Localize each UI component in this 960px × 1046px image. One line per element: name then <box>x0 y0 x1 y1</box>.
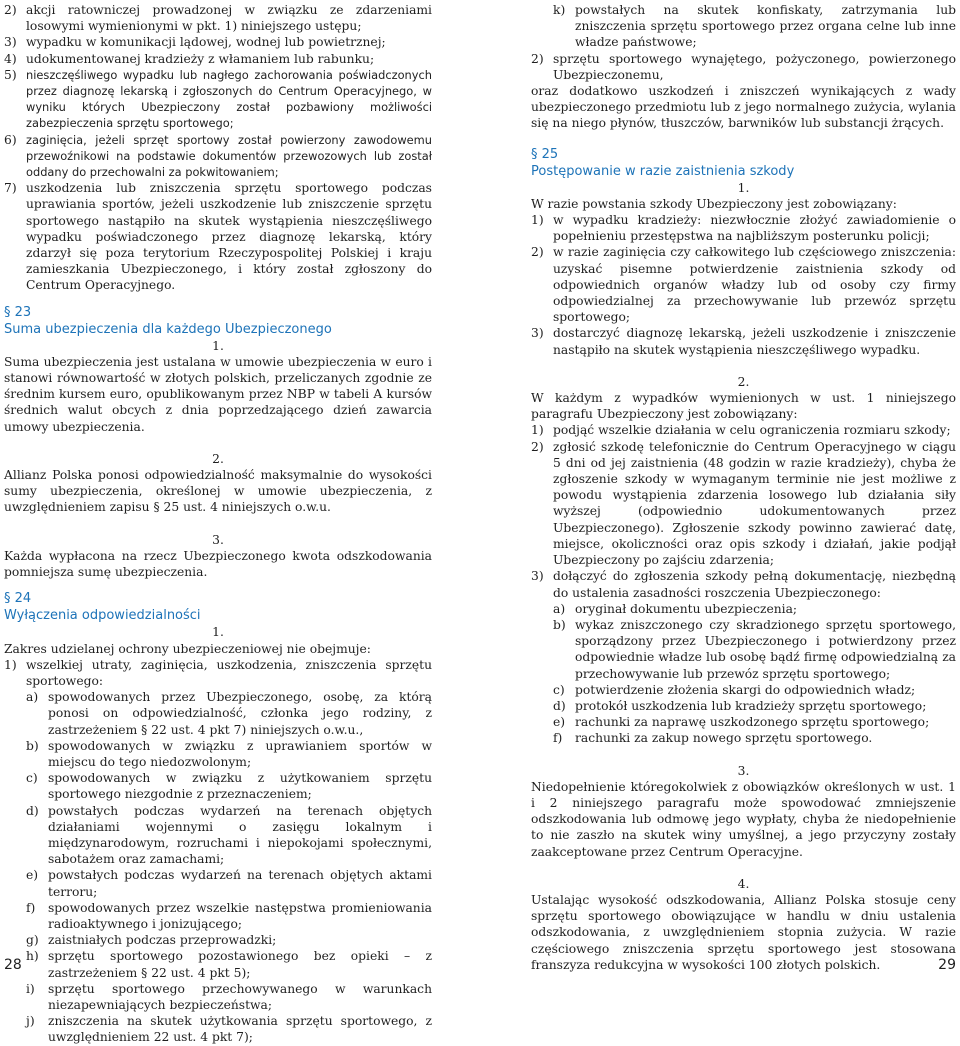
paragraph-number: 3. <box>737 763 750 778</box>
section-title: Suma ubezpieczenia dla każdego Ubezpieczonego <box>4 321 332 337</box>
paragraph: Zakres udzielanej ochrony ubezpieczeniowej nie obejmuje: <box>4 641 371 656</box>
sub-item: a) oryginał dokumentu ubezpieczenia; <box>553 601 798 616</box>
list-item: 1) podjąć wszelkie działania w celu ograniczenia rozmiaru szkody; <box>531 423 951 438</box>
list-item: 1) wszelkiej utraty, zaginięcia, uszkodzenia, zniszczenia sprzętu sportowego: <box>4 657 432 688</box>
right-page <box>531 2 956 973</box>
spacer <box>4 435 432 451</box>
spacer <box>4 580 432 590</box>
sub-item: e) powstałych podczas wydarzeń na terenach objętych aktami terroru; <box>26 868 432 899</box>
sub-item: b) spowodowanych w związku z uprawianiem sportów w miejscu do tego niedozwolonym; <box>26 738 432 769</box>
sub-item: b) wykaz zniszczonego czy skradzionego sprzętu sportowego, sporządzony przez Ubezpieczonego i potwierdzony przez odpowiednie władze lub osobę bądź firmę odpowiedzialną za przechowywanie lub przewóz sprzętu sportowego; <box>553 617 956 681</box>
paragraph: Niedopełnienie któregokolwiek z obowiązków określonych w ust. 1 i 2 niniejszego paragrafu może spowodować zmniejszenie odszkodowania lub odmowę jego wypłaty, chyba że niedopełnienie to nie zaszło na skutek winy umyślnej, a jego przyczyny zostały zaakceptowane przez Centrum Operacyjne. <box>531 779 956 859</box>
paragraph: W każdym z wypadków wymienionych w ust. 1 niniejszego paragrafu Ubezpieczony jest zobowiązany: <box>531 391 956 422</box>
sub-item: h) sprzętu sportowego pozostawionego bez opieki – z zastrzeżeniem § 22 ust. 4 pkt 5); <box>26 949 432 980</box>
sub-item: i) sprzętu sportowego przechowywanego w warunkach niezapewniających bezpieczeństwa; <box>26 981 432 1012</box>
paragraph: Każda wypłacona na rzecz Ubezpieczonego kwota odszkodowania pomniejsza sumę ubezpieczenia. <box>4 548 432 580</box>
sub-item: d) powstałych podczas wydarzeń na terenach objętych działaniami wojennymi o zasięgu lokalnym i międzynarodowym, rozruchami i niepokojami społecznymi, sabotażem oraz zamachami; <box>26 803 432 867</box>
spacer <box>531 747 956 763</box>
sub-item: k) powstałych na skutek konfiskaty, zatrzymania lub zniszczenia sprzętu sportowego przez organa celne lub inne władze państwowe; <box>553 3 956 50</box>
sub-item: f) spowodowanych przez wszelkie następstwa promieniowania radioaktywnego i jonizującego; <box>26 900 432 931</box>
list-item: 4) udokumentowanej kradzieży z włamaniem lub rabunku; <box>4 51 375 66</box>
paragraph: W razie powstania szkody Ubezpieczony jest zobowiązany: <box>531 196 897 211</box>
paragraph: Suma ubezpieczenia jest ustalana w umowie ubezpieczenia w euro i stanowi równowartość w złotych polskich, przeliczanych zgodnie ze średnim kursem euro, opublikowanym przez NBP w tabeli A kursów średnich walut obcych z dnia poprzedzającego dzień zawarcia umowy ubezpieczenia. <box>4 354 432 434</box>
paragraph: oraz dodatkowo uszkodzeń i zniszczeń wynikających z wady ubezpieczonego przedmiotu lub z jego normalnego zużycia, wylania się na niego płynów, tłuszczów, barwników lub substancji żrących. <box>531 84 956 131</box>
sub-item: a) spowodowanych przez Ubezpieczonego, osobę, za którą ponosi on odpowiedzialność, członka jego rodziny, z zastrzeżeniem § 22 ust. 4 pkt 7) niniejszych o.w.u., <box>26 690 432 737</box>
paragraph-number: 1. <box>212 625 224 640</box>
paragraph-number: 2. <box>212 451 224 466</box>
paragraph-number: 1. <box>212 338 224 353</box>
paragraph: Allianz Polska ponosi odpowiedzialność maksymalnie do wysokości sumy ubezpieczenia, określonej w umowie ubezpieczenia, z uwzględnieniem zapisu § 25 ust. 4 niniejszych o.w.u. <box>4 468 432 515</box>
spacer <box>4 516 432 532</box>
paragraph: Ustalając wysokość odszkodowania, Allianz Polska stosuje ceny sprzętu sportowego obowiązujące w handlu w dniu ustalenia odszkodowania, z uwzględnieniem stopnia zużycia. W razie częściowego zniszczenia sprzętu sportowego jest stosowana franszyza redukcyjna w wysokości 100 złotych polskich. <box>531 892 956 972</box>
section-number: § 23 <box>4 304 32 320</box>
sub-item: f) rachunki za zakup nowego sprzętu sportowego. <box>553 731 873 746</box>
left-page <box>4 2 432 1046</box>
paragraph-number: 3. <box>212 532 224 547</box>
list-item: 3) dostarczyć diagnozę lekarską, jeżeli uszkodzenie i zniszczenie nastąpiło na skutek wystąpienia nieszczęśliwego wypadku. <box>531 326 956 357</box>
section-title: Wyłączenia odpowiedzialności <box>4 608 201 624</box>
sub-item: g) zaistniałych podczas przeprowadzki; <box>26 933 277 948</box>
list-item: 3) wypadku w komunikacji lądowej, wodnej lub powietrznej; <box>4 35 386 50</box>
paragraph-number: 1. <box>737 180 750 195</box>
page-number-right: 29 <box>938 957 956 973</box>
sub-item: j) zniszczenia na skutek użytkowania sprzętu sportowego, z uwzględnieniem 22 ust. 4 pkt 7); <box>26 1014 432 1045</box>
list-item: 2) akcji ratowniczej prowadzonej w związku ze zdarzeniami losowymi wymienionymi w pkt. 1) niniejszego ustępu; <box>4 3 432 34</box>
section-number: § 25 <box>531 146 559 162</box>
spacer <box>4 294 432 304</box>
section-title: Postępowanie w razie zaistnienia szkody <box>531 163 795 179</box>
sub-item: c) potwierdzenie złożenia skargi do odpowiednich władz; <box>553 682 916 697</box>
list-item: 2) zgłosić szkodę telefonicznie do Centrum Operacyjnego w ciągu 5 dni od jej zaistnienia (48 godzin w razie kradzieży), chyba że zgłoszenie szkody w wymaganym terminie nie jest możliwe z powodu wystąpienia zdarzenia losowego lub działania siły wyższej (odpowiednio udokumentowanych przez Ubezpieczonego). Zgłoszenie szkody powinno zawierać datę, miejsce, okoliczności oraz opis szkody i działań, jakie podjął Ubezpieczony po zajściu zdarzenia; <box>531 439 956 568</box>
list-item: 3) dołączyć do zgłoszenia szkody pełną dokumentację, niezbędną do ustalenia zasadności roszczenia Ubezpieczonego: <box>531 569 956 600</box>
spacer <box>531 860 956 876</box>
top-list <box>4 2 432 294</box>
list-item: 5) nieszczęśliwego wypadku lub nagłego zachorowania poświadczonych przez diagnozę lekarską i zgłoszonych do Centrum Operacyjnego, w wyniku których Ubezpieczony został pozbawiony możliwości zabezpieczenia sprzętu sportowego; <box>4 67 432 131</box>
list-item: 2) w razie zaginięcia czy całkowitego lub częściowego zniszczenia: uzyskać pisemne potwierdzenie zaistnienia szkody od odpowiednich organów władzy lub od osoby czy firmy odpowiedzialnej za przechowywanie lub przewóz sprzętu sportowego; <box>531 245 956 325</box>
sub-item: c) spowodowanych w związku z użytkowaniem sprzętu sportowego niezgodnie z przeznaczeniem; <box>26 771 432 802</box>
list-item: 7) uszkodzenia lub zniszczenia sprzętu sportowego podczas uprawiania sportów, jeżeli uszkodzenie lub zniszczenie sprzętu sportowego nastąpiło na skutek wystąpienia nieszczęśliwego wypadku poświadczonego przez diagnozę lekarską, który zdarzył się poza terytorium Rzeczypospolitej Polskiej i kraju zamieszkania Ubezpieczonego, i który został zgłoszony do Centrum Operacyjnego. <box>4 181 432 293</box>
list-item: 2) sprzętu sportowego wynajętego, pożyczonego, powierzonego Ubezpieczonemu, <box>531 51 956 82</box>
spacer <box>531 132 956 146</box>
spacer <box>531 358 956 374</box>
page-number-left: 28 <box>4 957 22 973</box>
list-item: 6) zaginięcia, jeżeli sprzęt sportowy został powierzony zawodowemu przewoźnikowi na podstawie dokumentów przewozowych lub został oddany do przechowalni za pokwitowaniem; <box>4 132 432 180</box>
sub-item: e) rachunki za naprawę uszkodzonego sprzętu sportowego; <box>553 715 930 730</box>
paragraph-number: 2. <box>737 374 750 389</box>
sub-item: d) protokół uszkodzenia lub kradzieży sprzętu sportowego; <box>553 698 927 713</box>
list-item: 1) w wypadku kradzieży: niezwłocznie złożyć zawiadomienie o popełnieniu przestępstwa na najbliższym posterunku policji; <box>531 213 956 244</box>
section-number: § 24 <box>4 591 32 607</box>
paragraph-number: 4. <box>737 876 750 891</box>
